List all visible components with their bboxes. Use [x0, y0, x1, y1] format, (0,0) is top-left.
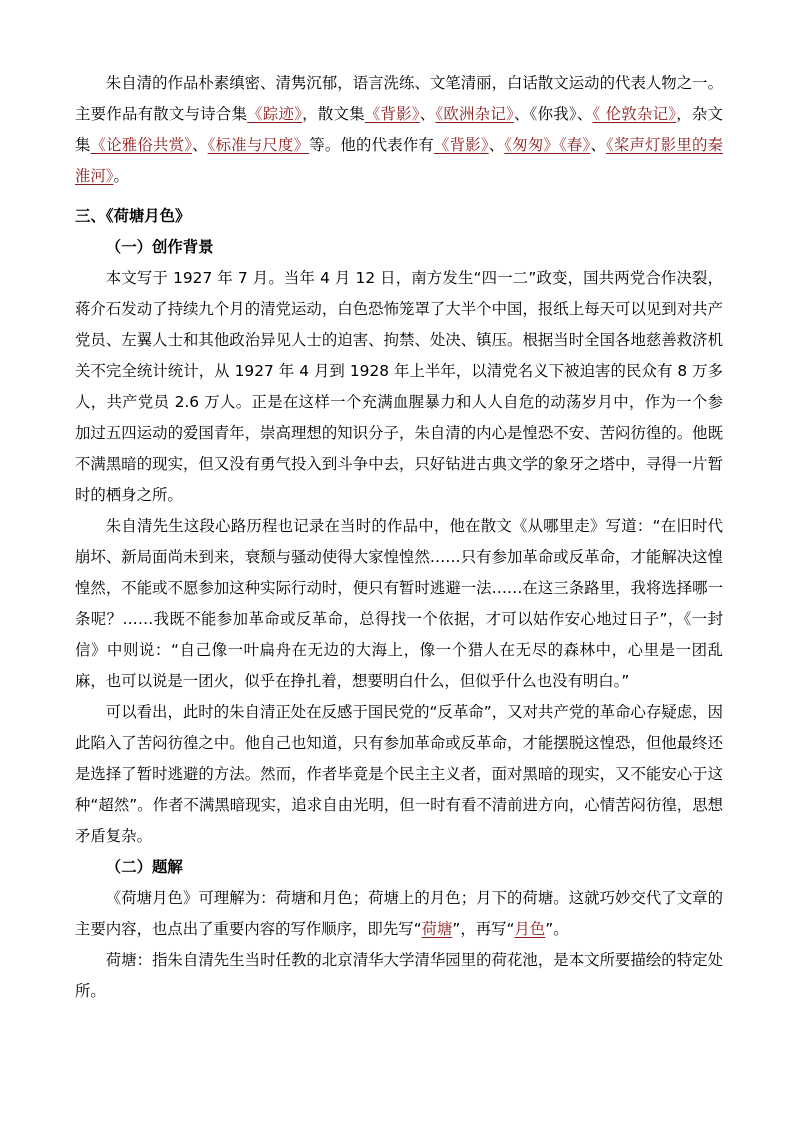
link-hetang[interactable]: 荷塘	[421, 920, 453, 938]
section-heading: 三、《荷塘月色》	[75, 207, 191, 225]
background-paragraph-2: 朱自清先生这段心路历程也记录在当时的作品中，他在散文《从哪里走》写道：“在旧时代崩坏、新局面尚未到来，衰颓与骚动使得大家惶惶然……只有参加革命或反革命，才能解决这惶惶然，不能或不愿参加这种实际行动时，便只有暂时逃避一法……在这三条路里，我将选择哪一条呢？……我既不能参加革命或反革命，总得找一个依据，才可以姑作安心地过日子”，《一封信》中则说：“自己像一叶扁舟在无边的大海上，像一个猎人在无尽的森林中，心里是一团乱麻，也可以说是一团火，似乎在挣扎着，想要明白什么，但似乎什么也没有明白。”	[75, 517, 723, 690]
intro-text: 、《你我》、	[513, 105, 593, 123]
link-beiying[interactable]: 《背影》	[364, 105, 420, 123]
subsection-heading-title-explanation: （二）题解	[105, 858, 183, 876]
subsection-heading-background: （一）创作背景	[105, 238, 214, 256]
intro-text: 。	[113, 167, 129, 185]
intro-text: ，杂文集	[75, 105, 723, 154]
link-lun-yasu-gongshang[interactable]: 《论雅俗共赏》	[90, 136, 193, 154]
link-beiying-2[interactable]: 《背影》	[434, 136, 489, 154]
link-ouzhou-zaji[interactable]: 《欧洲杂记》	[435, 105, 514, 123]
link-biaozhun-yu-chidu[interactable]: 《标准与尺度》	[207, 136, 310, 154]
paragraph-text: 《荷塘月色》可理解为：荷塘和月色；荷塘上的月色；月下的荷塘。这就巧妙交代了文章的主要内容，也点出了重要内容的写作顺序，即先写“	[75, 889, 723, 938]
title-explanation-paragraph-2: 荷塘：指朱自清先生当时任教的北京清华大学清华园里的荷花池，是本文所要描绘的特定处所。	[75, 951, 723, 1000]
intro-text: ，散文集	[302, 105, 365, 123]
intro-text: 朱自清的作品朴素缜密、清隽沉郁，语言洗练、文笔清丽，白话散文运动的代表人物之一。主要作品有散文与诗合集	[75, 74, 723, 123]
link-qinhuaihe[interactable]: 《桨声灯影里的秦淮河》	[75, 136, 723, 185]
link-chun[interactable]: 《春》	[559, 136, 591, 154]
intro-text: 、	[192, 136, 208, 154]
intro-text: 、	[419, 105, 436, 123]
link-congcong[interactable]: 《匆匆》	[504, 136, 560, 154]
intro-text: 、	[590, 136, 607, 154]
intro-text: 等。他的代表作有	[309, 136, 435, 154]
title-explanation-paragraph-1	[75, 883, 723, 945]
link-lundun-zaji[interactable]: 《 伦敦杂记》	[592, 105, 677, 123]
link-yuese[interactable]: 月色	[514, 920, 546, 938]
background-paragraph-3: 可以看出，此时的朱自清正处在反感于国民党的“反革命”，又对共产党的革命心存疑虑，因此陷入了苦闷彷徨之中。他自己也知道，只有参加革命或反革命，才能摆脱这惶恐，但他最终还是选择了暂时逃避的方法。然而，作者毕竟是个民主主义者，面对黑暗的现实，又不能安心于这种“超然”。作者不满黑暗现实，追求自由光明，但一时有看不清前进方向，心情苦闷彷徨，思想矛盾复杂。	[75, 703, 723, 845]
intro-text: 、	[488, 136, 505, 154]
background-paragraph-1: 本文写于 1927 年 7 月。当年 4 月 12 日，南方发生“四一二”政变，国共两党合作决裂，蒋介石发动了持续九个月的清党运动，白色恐怖笼罩了大半个中国，报纸上每天可以见到对共产党员、左翼人士和其他政治异见人士的迫害、拘禁、处决、镇压。根据当时全国各地慈善救济机关不完全统计统计，从 1927 年 4 月到 1928 年上半年，以清党名义下被迫害的民众有 8 万多人，共产党员 2.6 万人。正是在这样一个充满血腥暴力和人人自危的动荡岁月中，作为一个参加过五四运动的爱国青年，崇高理想的知识分子，朱自清的内心是惶恐不安、苦闷彷徨的。他既不满黑暗的现实，但又没有勇气投入到斗争中去，只好钻进古典文学的象牙之塔中，寻得一片暂时的栖身之所。	[75, 269, 723, 504]
intro-paragraph	[75, 68, 723, 192]
link-zongji[interactable]: 《踪迹》	[247, 105, 303, 123]
document-page	[75, 68, 723, 1007]
paragraph-text: ”。	[545, 920, 569, 938]
paragraph-text: ”，再写“	[452, 920, 515, 938]
